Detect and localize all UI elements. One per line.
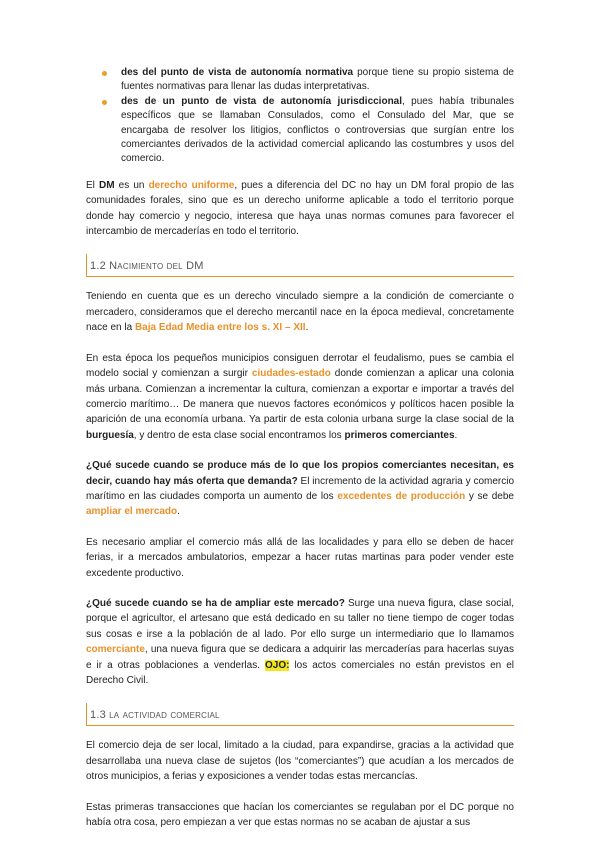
autonomy-bullet-list	[86, 66, 514, 167]
bullet-lead: des de un punto de vista de autonomía jurisdiccional	[121, 95, 403, 107]
paragraph-nacimiento: Teniendo en cuenta que es un derecho vinculado siempre a la condición de comerciante o mercadero, consideramos que el derecho mercantil nace en la época medieval, concretamente nace en la Baja Edad Media entre los s. XI – XII.	[86, 291, 514, 334]
bullet-dot-icon	[102, 100, 107, 105]
ojo-highlight: OJO:	[264, 659, 290, 671]
paragraph-pregunta-oferta: ¿Qué sucede cuando se produce más de lo que los propios comerciantes necesitan, es decir, cuando hay más oferta que demanda? El incremento de la actividad agraria y comercio marítimo en las ciudades comporta un aumento de los excedentes de producción y se debe ampliar el mercado.	[86, 460, 515, 518]
paragraph-pregunta-ampliar: ¿Qué sucede cuando se ha de ampliar este mercado? Surge una nueva figura, clase social, porque el agricultor, el artesano que está dedicado en su taller no tiene tiempo de coger todas sus cosas e irse a la población de al lado. Por ello surge un intermediario que lo llamamos comerciante, una nueva figura que se dedicara a adquirir las mercaderías para hacerlas suyas e ir a otras poblaciones a venderlas. OJO: los actos comerciales no están previstos en el Derecho Civil.	[86, 597, 514, 686]
paragraph-necesario: Es necesario ampliar el comercio más allá de las localidades y para ello se deben de hacer ferias, ir a mercados ambulatorios, empezar a hacer rutas martinas para poder vender este excedente productivo.	[86, 536, 514, 579]
section-title: la actividad comercial	[109, 709, 220, 722]
comerciante-term: comerciante	[86, 644, 145, 656]
dm-term: DM	[99, 179, 115, 191]
section-number: 1.2	[90, 260, 110, 273]
document-page	[86, 66, 514, 845]
paragraph-dm-uniforme: El DM es un derecho uniforme, pues a diferencia del DC no hay un DM foral propio de las comunidades forales, sino que es un derecho uniforme aplicable a todo el territorio porque donde hay comercio y negocio, interesa que haya unas normas comunes para favorecer el intercambio de mercaderías en todo el territorio.	[86, 179, 514, 238]
bullet-dot-icon	[102, 71, 107, 76]
section-heading-1-3	[86, 703, 514, 726]
primeros-comerciantes-term: primeros comerciantes	[344, 429, 455, 441]
list-item	[121, 95, 514, 167]
bullet-lead: des del punto de vista de autonomía normativa	[121, 67, 354, 78]
section-number: 1.3	[90, 709, 110, 722]
paragraph-transacciones: Estas primeras transacciones que hacían los comerciantes se regulaban por el DC porque no había otra cosa, pero empiezan a ver que estas normas no se acaban de ajustar a sus	[86, 801, 514, 829]
baja-edad-media-term: Baja Edad Media entre los s. XI – XII	[134, 322, 306, 334]
question-oferta: ¿Qué sucede cuando se produce más de lo que los propios comerciantes necesitan, es decir, cuando hay más oferta que demanda?	[86, 460, 514, 487]
burguesia-term: burguesía	[86, 429, 134, 441]
excedentes-term: excedentes de producción	[337, 490, 466, 502]
bullet-text: , pues había tribunales específicos que se llamaban Consulados, como el Consulado del Mar, que se encargaba de resolver los litigios, conflictos o controversias que surgían entre los comerciantes derivados de la actividad comercial aplicando las costumbres y usos del comercio.	[121, 95, 514, 165]
list-item	[121, 66, 514, 95]
section-heading-1-2	[86, 254, 514, 277]
bullet-text: porque tiene su propio sistema de fuentes normativas para llenar las dudas interpretativas.	[121, 67, 514, 93]
derecho-uniforme-term: derecho uniforme	[148, 179, 235, 191]
paragraph-epoca: En esta época los pequeños municipios consiguen derrotar el feudalismo, pues se cambia el modelo social y comienzan a surgir ciudades-estado donde comienzan a aplicar una colonia más urbana. Comienzan a incrementar la cultura, comienzan a exportar e importar a través del comercio marítimo… De manera que nuevos factores económicos y políticos hacen posible la aparición de una economía urbana. Ya partir de esta colonia urbana surge la clase social de la burguesía, y dentro de esta clase social encontramos los primeros comerciantes.	[86, 352, 514, 441]
ampliar-mercado-term: ampliar el mercado	[86, 506, 178, 518]
section-title: Nacimiento del DM	[109, 260, 204, 273]
paragraph-comercio: El comercio deja de ser local, limitado a la ciudad, para expandirse, gracias a la actividad que desarrollaba una nueva clase de sujetos (los “comerciantes”) que acudían a los mercados de otros municipios, a ferias y exposiciones a vender todas estas mercancías.	[86, 740, 514, 783]
ciudades-estado-term: ciudades-estado	[251, 368, 331, 380]
question-ampliar: ¿Qué sucede cuando se ha de ampliar este mercado?	[86, 597, 345, 609]
